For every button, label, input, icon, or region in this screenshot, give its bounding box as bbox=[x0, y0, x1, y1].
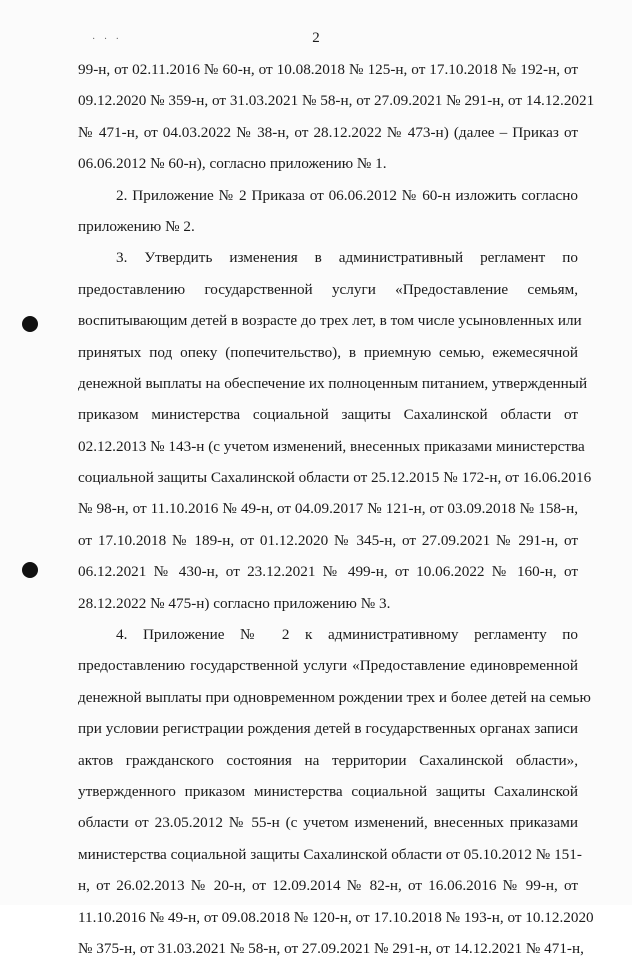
document-body bbox=[78, 54, 595, 964]
text-line: приказом министерства социальной защиты Сахалинской области от bbox=[78, 406, 578, 424]
text-line: 4. Приложение № 2 к административному регламенту по bbox=[116, 626, 578, 644]
text-line: денежной выплаты на обеспечение их полноценным питанием, утвержденный bbox=[78, 374, 588, 392]
text-line: 09.12.2020 № 359-н, от 31.03.2021 № 58-н, от 27.09.2021 № 291-н, от 14.12.2021 bbox=[78, 92, 595, 110]
text-line: от 17.10.2018 № 189-н, от 01.12.2020 № 345-н, от 27.09.2021 № 291-н, от bbox=[78, 531, 578, 549]
text-line: 06.12.2021 № 430-н, от 23.12.2021 № 499-н, от 10.06.2022 № 160-н, от bbox=[78, 563, 578, 581]
text-line: утвержденного приказом министерства социальной защиты Сахалинской bbox=[78, 782, 578, 800]
text-line: 2. Приложение № 2 Приказа от 06.06.2012 № 60-н изложить согласно bbox=[116, 186, 578, 204]
text-line: 06.06.2012 № 60-н), согласно приложению № 1. bbox=[78, 155, 387, 173]
text-line: 28.12.2022 № 475-н) согласно приложению № 3. bbox=[78, 594, 391, 612]
text-line: 3. Утвердить изменения в административный регламент по bbox=[116, 249, 578, 267]
text-line: н, от 26.02.2013 № 20-н, от 12.09.2014 № 82-н, от 16.06.2016 № 99-н, от bbox=[78, 877, 578, 895]
text-line: денежной выплаты при одновременном рождении трех и более детей на семью bbox=[78, 688, 591, 706]
text-line: 11.10.2016 № 49-н, от 09.08.2018 № 120-н, от 17.10.2018 № 193-н, от 10.12.2020 bbox=[78, 908, 594, 926]
text-line: предоставлению государственной услуги «Предоставление единовременной bbox=[78, 657, 578, 675]
text-line: 99-н, от 02.11.2016 № 60-н, от 10.08.2018 № 125-н, от 17.10.2018 № 192-н, от bbox=[78, 61, 578, 78]
text-line: принятых под опеку (попечительство), в приемную семью, ежемесячной bbox=[78, 343, 578, 361]
text-line: воспитывающим детей в возрасте до трех лет, в том числе усыновленных или bbox=[78, 312, 582, 330]
punch-hole-top bbox=[22, 316, 38, 332]
text-line: области от 23.05.2012 № 55-н (с учетом изменений, внесенных приказами bbox=[78, 814, 578, 832]
text-line: министерства социальной защиты Сахалинской области от 05.10.2012 № 151- bbox=[78, 845, 582, 863]
text-line: приложению № 2. bbox=[78, 217, 195, 235]
text-line: при условии регистрации рождения детей в государственных органах записи bbox=[78, 720, 578, 738]
text-line: № 471-н, от 04.03.2022 № 38-н, от 28.12.2022 № 473-н) (далее – Приказ от bbox=[78, 123, 578, 141]
text-line: 02.12.2013 № 143-н (с учетом изменений, внесенных приказами министерства bbox=[78, 437, 585, 455]
punch-hole-bottom bbox=[22, 562, 38, 578]
text-line: социальной защиты Сахалинской области от 25.12.2015 № 172-н, от 16.06.2016 bbox=[78, 469, 592, 487]
scan-specks: · · · bbox=[92, 34, 122, 45]
text-line: актов гражданского состояния на территории Сахалинской области», bbox=[78, 751, 578, 769]
text-line: № 375-н, от 31.03.2021 № 58-н, от 27.09.2021 № 291-н, от 14.12.2021 № 471-н, bbox=[78, 939, 584, 957]
text-line: № 98-н, от 11.10.2016 № 49-н, от 04.09.2017 № 121-н, от 03.09.2018 № 158-н, bbox=[78, 500, 578, 518]
text-line: предоставлению государственной услуги «Предоставление семьям, bbox=[78, 280, 578, 298]
page-number: 2 bbox=[312, 30, 320, 46]
